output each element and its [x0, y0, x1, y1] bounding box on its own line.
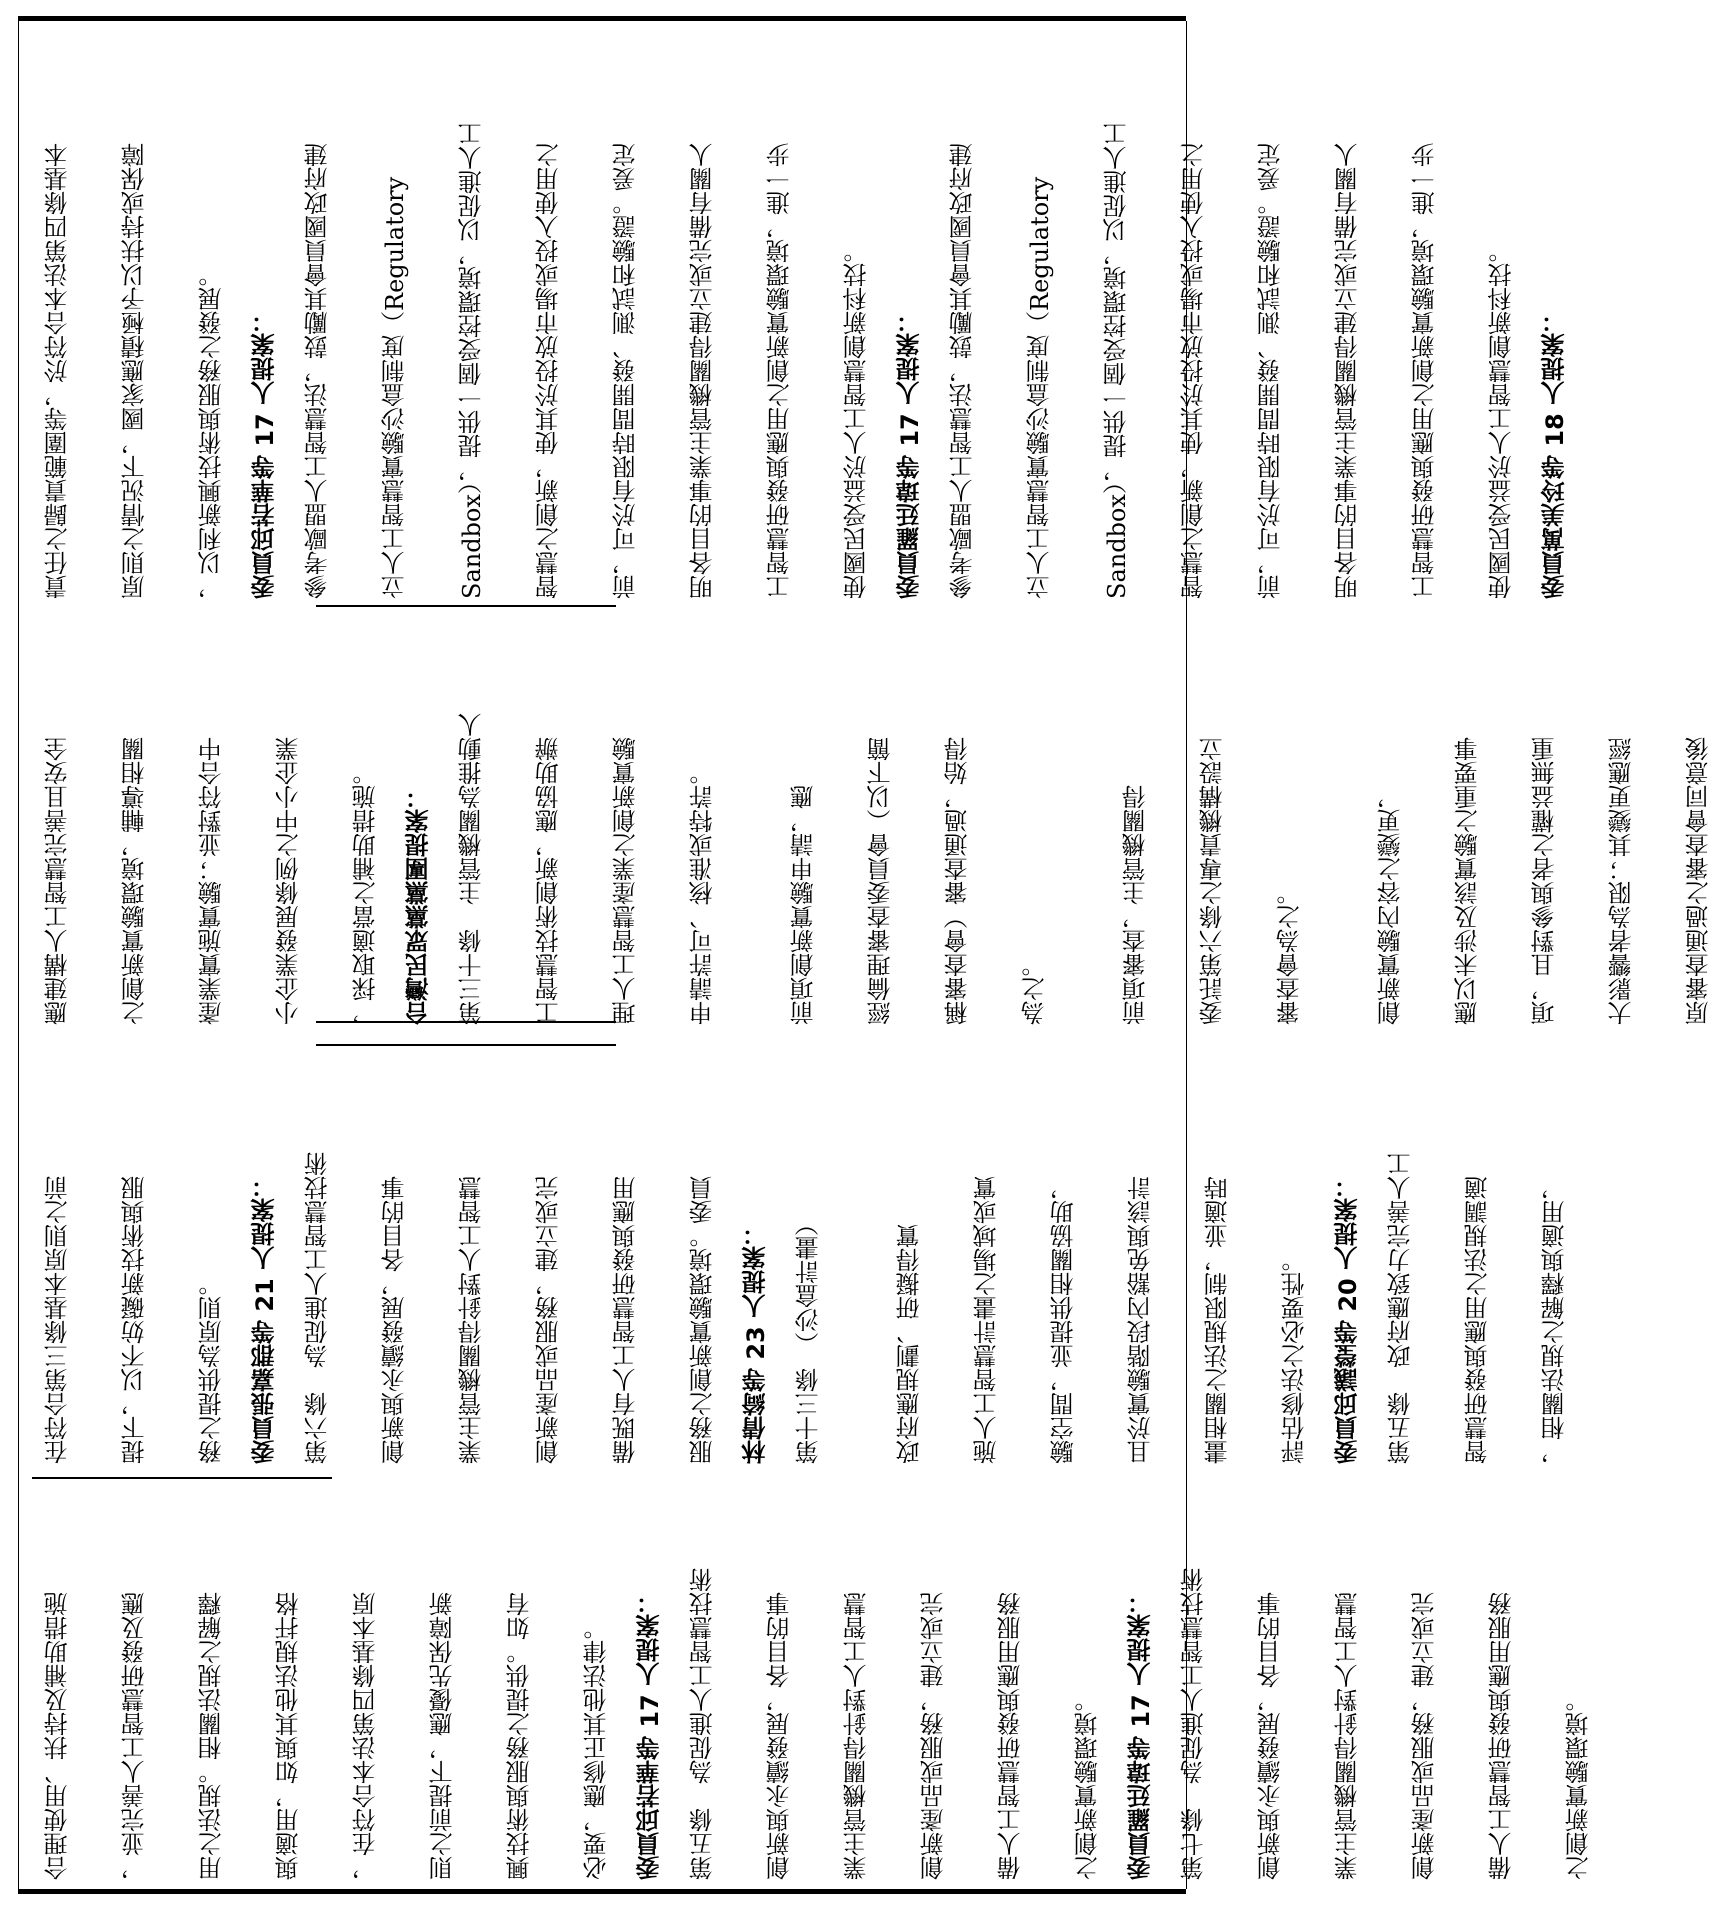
text-line: 合理使用、扶持及補助措施	[44, 1592, 72, 1880]
text-line: 使國民受益於人工智慧創新科技。	[1488, 239, 1516, 599]
text-line: 備人工智慧研發與應用服務	[1488, 1592, 1516, 1880]
left-border	[18, 21, 19, 1889]
text-line: 第七條 為促進人工智慧技術	[1180, 1568, 1208, 1880]
text-line: 創新實驗內容之變更，	[1377, 785, 1405, 1025]
text-line: 工智慧技術創新，應協助辦	[535, 737, 563, 1025]
text-line: 責任之歸責範圍等，於符合本法第四條基本	[44, 143, 72, 599]
text-line: 創新產品或服務，建立或完	[535, 1176, 563, 1464]
text-line: Sandbox），提供一個受控環境，以促進人工	[1103, 122, 1131, 599]
bottom-rule	[18, 1889, 1186, 1894]
text-line: ，採取適當之補助措施。	[352, 761, 380, 1025]
text-line: 前，可於有限時間開發、測試和驗證。爰定	[1257, 143, 1285, 599]
band-separator	[316, 605, 616, 607]
text-line: 創新產品或服務，建立或完	[920, 1592, 948, 1880]
text-band-3	[32, 610, 1713, 1025]
proposer-heading: 林倩綺等 23 人提案：	[742, 1221, 770, 1464]
text-line: 政府應規劃、研擬得實	[896, 1224, 924, 1464]
text-line: 業主管機關得針對人工智慧	[1334, 1592, 1362, 1880]
text-line: 業主管機關得針對人工智慧	[458, 1176, 486, 1464]
text-line: 智慧研發與應用之法規調適	[1464, 1176, 1492, 1464]
proposer-heading: 委員張嘉郡等 21 人提案：	[251, 1173, 279, 1464]
text-line: 立人工智慧實驗沙盒制度（Regulatory	[381, 176, 409, 599]
text-line: 工智慧研發與應用之創新實驗環境，進一步	[1411, 143, 1439, 599]
text-line: ，以利新興技術與服務之發展。	[198, 263, 226, 599]
proposer-heading: 委員邱若華等 17 人提案：	[251, 308, 279, 599]
text-line: 務之提供為原則。	[198, 1272, 226, 1464]
text-line: 第五條 政府應致力完善人工	[1387, 1152, 1415, 1464]
text-line: 原審查通過之審查會同意後	[1685, 737, 1713, 1025]
top-rule	[18, 16, 1186, 21]
text-line: 申請許可、核准或特許。	[689, 761, 717, 1025]
text-line: Sandbox），提供一個受控環境，以促進人工	[458, 122, 486, 599]
text-line: 施人工智慧計畫之場域或實	[973, 1176, 1001, 1464]
text-line: 第六條 為促進人工智慧技術	[304, 1152, 332, 1464]
text-line: 委託第六條之專責機構設立	[1199, 737, 1227, 1025]
text-line: 之創新實驗環境，輔導相關	[121, 737, 149, 1025]
text-line: 為之。	[1021, 953, 1049, 1025]
text-line: 前項創新實驗申請，應	[790, 785, 818, 1025]
proposer-heading: 委員邱議瑩等 20 人提案：	[1334, 1173, 1362, 1464]
text-line: 創新與永續發展，各目的事	[766, 1592, 794, 1880]
text-line: 項，且對參與者之權益無重	[1531, 737, 1559, 1025]
text-line: 使國民受益於人工智慧創新科技。	[843, 239, 871, 599]
proposer-heading: 委員羅廷瑋等 17 人提案：	[1127, 1589, 1155, 1880]
text-line: 第五條 為促進人工智慧技術	[689, 1568, 717, 1880]
text-line: 明各目的事業主管機關得建立或完備有關人	[689, 143, 717, 599]
text-line: 第十三條 （沙盒計畫）	[795, 1212, 823, 1464]
text-line: 且於實驗階段內豁免與該計	[1127, 1176, 1155, 1464]
text-line: 創新與永續發展，各目的事	[381, 1176, 409, 1464]
text-line: 提下，以不妨礙新技術與服	[121, 1176, 149, 1464]
text-band-1	[32, 1480, 1593, 1880]
text-line: 評估修法之必要性。	[1281, 1248, 1309, 1464]
text-line: 服務之創新實驗環境。委員	[689, 1176, 717, 1464]
text-line: 立人工智慧實驗沙盒制度（Regulatory	[1026, 176, 1054, 599]
text-line: 理人工智慧產業之創新實驗	[612, 737, 640, 1025]
text-line: 興技術與服務之提供。如有	[506, 1592, 534, 1880]
band-separator	[32, 1477, 332, 1479]
text-line: 稱審查會）審查通過，始得	[944, 737, 972, 1025]
text-line: 業主管機關得針對人工智慧	[843, 1592, 871, 1880]
text-line: 備人工智慧研發與應用服務	[997, 1592, 1025, 1880]
proposer-heading: 委員邱若華等 17 人提案：	[636, 1589, 664, 1880]
text-line: 備既有人工智慧研發與應用	[612, 1176, 640, 1464]
text-line: 小企業發展條例之中小企業	[275, 737, 303, 1025]
text-line: 在符合第三條基本原則之前	[44, 1176, 72, 1464]
text-line: 應以未涉及該實驗之重要事	[1454, 737, 1482, 1025]
text-line: 產業實施實驗；並對符合中	[198, 737, 226, 1025]
text-line: 驗空間，並提供相關協助，	[1050, 1176, 1078, 1464]
text-line: 之創新實驗環境。	[1074, 1688, 1102, 1880]
text-line: 明各目的事業主管機關得建立或完備有關人	[1334, 143, 1362, 599]
text-line: 原則之情況下，國家應積極予以扶持或保障	[121, 143, 149, 599]
text-line: 則之前提下，應優先保障新	[429, 1592, 457, 1880]
text-line: 與適用，如與其他法規扞格	[275, 1592, 303, 1880]
text-line: 前，可於有限時間開發、測試和驗證。爰定	[612, 143, 640, 599]
text-line: 大影響者為限；其變更應經	[1608, 737, 1636, 1025]
text-line: 必要，應修正其他法律。	[583, 1616, 611, 1880]
text-line: 創新與永續發展，各目的事	[1257, 1592, 1285, 1880]
text-line: 參考歐盟人工智慧法，鼓勵其會員國政府建	[949, 143, 977, 599]
text-line: 審查會為之。	[1276, 881, 1304, 1025]
text-line: 之創新實驗環境。	[1565, 1688, 1593, 1880]
proposer-heading: 委員羅廷瑋等 17 人提案：	[896, 308, 924, 599]
proposer-heading: 台灣民眾黨黨團提案：	[405, 785, 433, 1025]
text-line: 智慧之創新，使其於投放市場或投入使用之	[1180, 143, 1208, 599]
text-line: 智慧之創新，使其於投放市場或投入使用之	[535, 143, 563, 599]
text-line: ，在符合本法第四條基本原	[352, 1592, 380, 1880]
text-line: ，相關法規之解釋與適用，	[1541, 1176, 1569, 1464]
text-band-2	[32, 1044, 1569, 1464]
text-line: ，並完善人工智慧研發及應	[121, 1592, 149, 1880]
text-line: 第三十條 主管機關為推動人	[458, 713, 486, 1025]
text-band-4	[32, 24, 1569, 599]
text-line: 參考歐盟人工智慧法，鼓勵其會員國政府建	[304, 143, 332, 599]
text-line: 工智慧研發與應用之創新實驗環境，進一步	[766, 143, 794, 599]
text-line: 用之法規。相關法規之解釋	[198, 1592, 226, 1880]
text-line: 畫相關之法規限制，並適時	[1204, 1176, 1232, 1464]
text-line: 創新產品或服務，建立或完	[1411, 1592, 1439, 1880]
text-line: 前項審查，主管機關得	[1122, 785, 1150, 1025]
text-line: 經倫理審查委員會（以下簡	[867, 737, 895, 1025]
proposer-heading: 委員萬美玲等 18 人提案：	[1541, 308, 1569, 599]
text-line: 應建構人工智慧完善且安全	[44, 737, 72, 1025]
